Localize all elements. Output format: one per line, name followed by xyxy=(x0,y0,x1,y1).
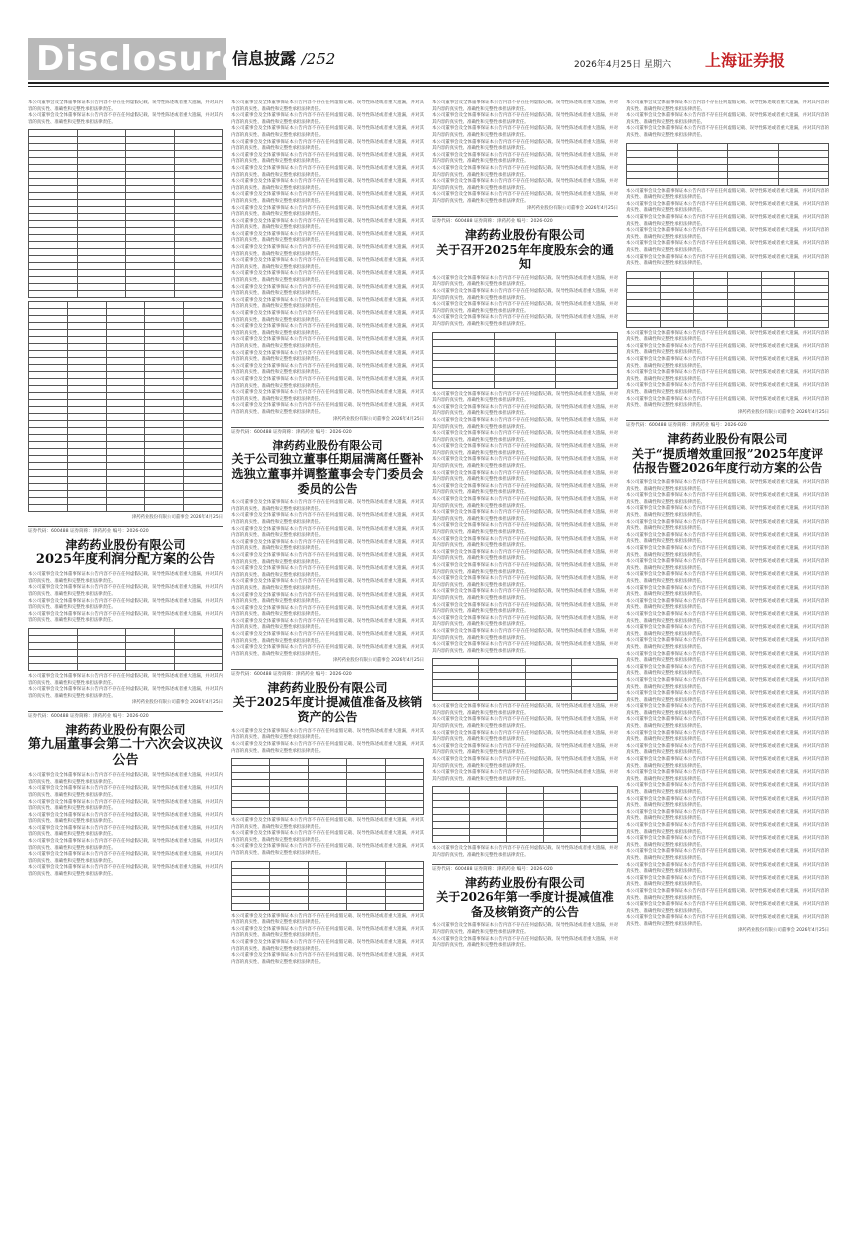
body-text: 本公司董事会及全体董事保证本公告内容不存在任何虚假记载、误导性陈述或者重大遗漏，并对其内容的真实性、准确性和完整性承担法律责任。 xyxy=(231,350,424,363)
body-text: 本公司董事会及全体董事保证本公告内容不存在任何虚假记载、误导性陈述或者重大遗漏，并对其内容的真实性、准确性和完整性承担法律责任。 xyxy=(432,457,618,470)
body-text: 本公司董事会及全体董事保证本公告内容不存在任何虚假记载、误导性陈述或者重大遗漏，并对其内容的真实性、准确性和完整性承担法律责任。 xyxy=(626,638,829,650)
body-text: 本公司董事会及全体董事保证本公告内容不存在任何虚假记载、误导性陈述或者重大遗漏，并对其内容的真实性、准确性和完整性承担法律责任。 xyxy=(231,231,424,244)
notice-title: 第九届董事会第二十六次会议决议公告 xyxy=(28,737,223,769)
signoff: 津药药业股份有限公司董事会 2026年4月25日 xyxy=(332,658,424,664)
data-table xyxy=(432,786,618,843)
body-text: 本公司董事会及全体董事保证本公告内容不存在任何虚假记载、误导性陈述或者重大遗漏，并对其内容的真实性、准确性和完整性承担法律责任。 xyxy=(626,915,829,927)
body-text: 本公司董事会及全体董事保证本公告内容不存在任何虚假记载、误导性陈述或者重大遗漏，并对其内容的真实性、准确性和完整性承担法律责任。 xyxy=(231,152,424,165)
body-text: 本公司董事会及全体董事保证本公告内容不存在任何虚假记载、误导性陈述或者重大遗漏，并对其内容的真实性、准确性和完整性承担法律责任。 xyxy=(231,245,424,257)
body-text: 本公司董事会及全体董事保证本公告内容不存在任何虚假记载、误导性陈述或者重大遗漏，并对其内容的真实性、准确性和完整性承担法律责任。 xyxy=(28,113,223,125)
data-table xyxy=(28,129,223,298)
body-text: 本公司董事会及全体董事保证本公告内容不存在任何虚假记载、误导性陈述或者重大遗漏，并对其内容的真实性、准确性和完整性承担法律责任。 xyxy=(626,664,829,677)
body-text: 本公司董事会及全体董事保证本公告内容不存在任何虚假记载、误导性陈述或者重大遗漏，并对其内容的真实性、准确性和完整性承担法律责任。 xyxy=(626,383,829,396)
body-text: 本公司董事会及全体董事保证本公告内容不存在任何虚假记载、误导性陈述或者重大遗漏，并对其内容的真实性、准确性和完整性承担法律责任。 xyxy=(432,275,618,288)
body-text: 本公司董事会及全体董事保证本公告内容不存在任何虚假记载、误导性陈述或者重大遗漏，并对其内容的真实性、准确性和完整性承担法律责任。 xyxy=(231,913,424,926)
body-text: 本公司董事会及全体董事保证本公告内容不存在任何虚假记载、误导性陈述或者重大遗漏，并对其内容的真实性、准确性和完整性承担法律责任。 xyxy=(28,598,223,611)
body-text: 本公司董事会及全体董事保证本公告内容不存在任何虚假记载、误导性陈述或者重大遗漏，并对其内容的真实性、准确性和完整性承担法律责任。 xyxy=(28,572,223,584)
notice-title: 关于召开2025年年度股东会的通知 xyxy=(436,242,614,272)
divider xyxy=(626,420,829,421)
notice-company: 津药药业股份有限公司 xyxy=(267,680,388,695)
body-text: 本公司董事会及全体董事保证本公告内容不存在任何虚假记载、误导性陈述或者重大遗漏，并对其内容的真实性、准确性和完整性承担法律责任。 xyxy=(432,431,618,443)
body-text: 本公司董事会及全体董事保证本公告内容不存在任何虚假记载、误导性陈述或者重大遗漏，并对其内容的真实性、准确性和完整性承担法律责任。 xyxy=(626,254,829,267)
body-text: 本公司董事会及全体董事保证本公告内容不存在任何虚假记载、误导性陈述或者重大遗漏，并对其内容的真实性、准确性和完整性承担法律责任。 xyxy=(626,691,829,703)
notice-title: 关于公司独立董事任期届满离任暨补选独立董事并调整董事会专门委员会委员的公告 xyxy=(231,452,424,496)
body-text: 本公司董事会及全体董事保证本公告内容不存在任何虚假记载、误导性陈述或者重大遗漏，并对其内容的真实性、准确性和完整性承担法律责任。 xyxy=(626,214,829,227)
body-text: 本公司董事会及全体董事保证本公告内容不存在任何虚假记载、误导性陈述或者重大遗漏，并对其内容的真实性、准确性和完整性承担法律责任。 xyxy=(231,552,424,565)
body-text: 本公司董事会及全体董事保证本公告内容不存在任何虚假记载、误导性陈述或者重大遗漏，并对其内容的真实性、准确性和完整性承担法律责任。 xyxy=(626,783,829,795)
body-text: 本公司董事会及全体董事保证本公告内容不存在任何虚假记载、误导性陈述或者重大遗漏，并对其内容的真实性、准确性和完整性承担法律责任。 xyxy=(231,337,424,349)
data-table xyxy=(28,628,223,671)
body-text: 本公司董事会及全体董事保证本公告内容不存在任何虚假记载、误导性陈述或者重大遗漏，并对其内容的真实性、准确性和完整性承担法律责任。 xyxy=(626,836,829,848)
body-text: 本公司董事会及全体董事保证本公告内容不存在任何虚假记载、误导性陈述或者重大遗漏，并对其内容的真实性、准确性和完整性承担法律责任。 xyxy=(432,470,618,483)
body-text: 本公司董事会及全体董事保证本公告内容不存在任何虚假记载、误导性陈述或者重大遗漏，并对其内容的真实性、准确性和完整性承担法律责任。 xyxy=(432,576,618,588)
body-text: 本公司董事会及全体董事保证本公告内容不存在任何虚假记载、误导性陈述或者重大遗漏，并对其内容的真实性、准确性和完整性承担法律责任。 xyxy=(28,839,223,851)
body-text: 本公司董事会及全体董事保证本公告内容不存在任何虚假记载、误导性陈述或者重大遗漏，并对其内容的真实性、准确性和完整性承担法律责任。 xyxy=(231,592,424,605)
body-text: 本公司董事会及全体董事保证本公告内容不存在任何虚假记载、误导性陈述或者重大遗漏，并对其内容的真实性、准确性和完整性承担法律责任。 xyxy=(626,809,829,822)
body-text: 本公司董事会及全体董事保证本公告内容不存在任何虚假记载、误导性陈述或者重大遗漏，并对其内容的真实性、准确性和完整性承担法律责任。 xyxy=(231,297,424,310)
body-text: 本公司董事会及全体董事保证本公告内容不存在任何虚假记载、误导性陈述或者重大遗漏，并对其内容的真实性、准确性和完整性承担法律责任。 xyxy=(231,284,424,297)
body-text: 本公司董事会及全体董事保证本公告内容不存在任何虚假记载、误导性陈述或者重大遗漏，并对其内容的真实性、准确性和完整性承担法律责任。 xyxy=(231,566,424,578)
body-text: 本公司董事会及全体董事保证本公告内容不存在任何虚假记载、误导性陈述或者重大遗漏，并对其内容的真实性、准确性和完整性承担法律责任。 xyxy=(626,875,829,888)
body-text: 本公司董事会及全体董事保证本公告内容不存在任何虚假记载、误导性陈述或者重大遗漏，并对其内容的真实性、准确性和完整性承担法律责任。 xyxy=(432,444,618,456)
body-text: 本公司董事会及全体董事保证本公告内容不存在任何虚假记载、误导性陈述或者重大遗漏，并对其内容的真实性、准确性和完整性承担法律责任。 xyxy=(432,523,618,535)
column-4 xyxy=(626,100,829,1240)
body-text: 本公司董事会及全体董事保证本公告内容不存在任何虚假记载、误导性陈述或者重大遗漏，并对其内容的真实性、准确性和完整性承担法律责任。 xyxy=(432,165,618,178)
body-text: 本公司董事会及全体董事保证本公告内容不存在任何虚假记载、误导性陈述或者重大遗漏，并对其内容的真实性、准确性和完整性承担法律责任。 xyxy=(28,687,223,699)
body-text: 本公司董事会及全体董事保证本公告内容不存在任何虚假记载、误导性陈述或者重大遗漏，并对其内容的真实性、准确性和完整性承担法律责任。 xyxy=(231,100,424,112)
body-text: 本公司董事会及全体董事保证本公告内容不存在任何虚假记载、误导性陈述或者重大遗漏，并对其内容的真实性、准确性和完整性承担法律责任。 xyxy=(28,812,223,825)
body-text: 本公司董事会及全体董事保证本公告内容不存在任何虚假记载、误导性陈述或者重大遗漏，并对其内容的真实性、准确性和完整性承担法律责任。 xyxy=(432,743,618,756)
body-text: 本公司董事会及全体董事保证本公告内容不存在任何虚假记载、误导性陈述或者重大遗漏，并对其内容的真实性、准确性和完整性承担法律责任。 xyxy=(626,902,829,914)
signoff: 津药药业股份有限公司董事会 2026年4月25日 xyxy=(131,515,223,521)
body-text: 本公司董事会及全体董事保证本公告内容不存在任何虚假记载、误导性陈述或者重大遗漏，并对其内容的真实性、准确性和完整性承担法律责任。 xyxy=(231,953,424,965)
notice-company: 津药药业股份有限公司 xyxy=(65,722,186,737)
body-text: 本公司董事会及全体董事保证本公告内容不存在任何虚假记载、误导性陈述或者重大遗漏，并对其内容的真实性、准确性和完整性承担法律责任。 xyxy=(432,757,618,769)
body-text: 本公司董事会及全体董事保证本公告内容不存在任何虚假记载、误导性陈述或者重大遗漏，并对其内容的真实性、准确性和完整性承担法律责任。 xyxy=(231,618,424,631)
body-text: 本公司董事会及全体董事保证本公告内容不存在任何虚假记载、误导性陈述或者重大遗漏，并对其内容的真实性、准确性和完整性承担法律责任。 xyxy=(626,598,829,611)
body-text: 本公司董事会及全体董事保证本公告内容不存在任何虚假记载、误导性陈述或者重大遗漏，并对其内容的真实性、准确性和完整性承担法律责任。 xyxy=(231,311,424,323)
brand-logo: Disclosure xyxy=(28,38,226,80)
data-table xyxy=(432,332,618,389)
body-text: 本公司董事会及全体董事保证本公告内容不存在任何虚假记载、误导性陈述或者重大遗漏，并对其内容的真实性、准确性和完整性承担法律责任。 xyxy=(231,926,424,939)
body-text: 本公司董事会及全体董事保证本公告内容不存在任何虚假记载、误导性陈述或者重大遗漏，并对其内容的真实性、准确性和完整性承担法律责任。 xyxy=(626,330,829,343)
body-text: 本公司董事会及全体董事保证本公告内容不存在任何虚假记载、误导性陈述或者重大遗漏，并对其内容的真实性、准确性和完整性承担法律责任。 xyxy=(28,799,223,812)
body-text: 本公司董事会及全体董事保证本公告内容不存在任何虚假记载、误导性陈述或者重大遗漏，并对其内容的真实性、准确性和完整性承担法律责任。 xyxy=(432,549,618,562)
body-text: 本公司董事会及全体董事保证本公告内容不存在任何虚假记载、误导性陈述或者重大遗漏，并对其内容的真实性、准确性和完整性承担法律责任。 xyxy=(432,417,618,430)
divider xyxy=(28,711,223,712)
body-text: 本公司董事会及全体董事保证本公告内容不存在任何虚假记载、误导性陈述或者重大遗漏，并对其内容的真实性、准确性和完整性承担法律责任。 xyxy=(231,139,424,152)
body-text: 本公司董事会及全体董事保证本公告内容不存在任何虚假记载、误导性陈述或者重大遗漏，并对其内容的真实性、准确性和完整性承担法律责任。 xyxy=(626,651,829,664)
body-text: 本公司董事会及全体董事保证本公告内容不存在任何虚假记载、误导性陈述或者重大遗漏，并对其内容的真实性、准确性和完整性承担法律责任。 xyxy=(626,201,829,214)
notice-company: 津药药业股份有限公司 xyxy=(464,227,585,242)
signoff: 津药药业股份有限公司董事会 2026年4月25日 xyxy=(737,928,829,934)
signoff: 津药药业股份有限公司董事会 2026年4月25日 xyxy=(332,416,424,422)
body-text: 本公司董事会及全体董事保证本公告内容不存在任何虚假记载、误导性陈述或者重大遗漏，并对其内容的真实性、准确性和完整性承担法律责任。 xyxy=(626,849,829,861)
page-number: /252 xyxy=(301,50,336,68)
body-text: 本公司董事会及全体董事保证本公告内容不存在任何虚假记载、误导性陈述或者重大遗漏，并对其内容的真实性、准确性和完整性承担法律责任。 xyxy=(626,546,829,558)
signoff: 津药药业股份有限公司董事会 2026年4月25日 xyxy=(737,409,829,415)
body-text: 本公司董事会及全体董事保证本公告内容不存在任何虚假记载、误导性陈述或者重大遗漏，并对其内容的真实性、准确性和完整性承担法律责任。 xyxy=(231,376,424,389)
column-1 xyxy=(28,100,223,1240)
body-text: 本公司董事会及全体董事保证本公告内容不存在任何虚假记载、误导性陈述或者重大遗漏，并对其内容的真实性、准确性和完整性承担法律责任。 xyxy=(28,852,223,864)
stock-code-line: 证券代码：600488 证券简称：津药药业 编号：2026-020 xyxy=(28,713,149,719)
body-text: 本公司董事会及全体董事保证本公告内容不存在任何虚假记载、误导性陈述或者重大遗漏，并对其内容的真实性、准确性和完整性承担法律责任。 xyxy=(626,757,829,769)
body-text: 本公司董事会及全体董事保证本公告内容不存在任何虚假记载、误导性陈述或者重大遗漏，并对其内容的真实性、准确性和完整性承担法律责任。 xyxy=(432,113,618,125)
section-title xyxy=(232,46,335,69)
body-text: 本公司董事会及全体董事保证本公告内容不存在任何虚假记载、误导性陈述或者重大遗漏，并对其内容的真实性、准确性和完整性承担法律责任。 xyxy=(432,936,618,949)
body-text: 本公司董事会及全体董事保证本公告内容不存在任何虚假记载、误导性陈述或者重大遗漏，并对其内容的真实性、准确性和完整性承担法律责任。 xyxy=(28,674,223,686)
body-text: 本公司董事会及全体董事保证本公告内容不存在任何虚假记载、误导性陈述或者重大遗漏，并对其内容的真实性、准确性和完整性承担法律责任。 xyxy=(231,218,424,231)
body-text: 本公司董事会及全体董事保证本公告内容不存在任何虚假记载、误导性陈述或者重大遗漏，并对其内容的真实性、准确性和完整性承担法律责任。 xyxy=(28,773,223,785)
body-text: 本公司董事会及全体董事保证本公告内容不存在任何虚假记载、误导性陈述或者重大遗漏，并对其内容的真实性、准确性和完整性承担法律责任。 xyxy=(231,258,424,270)
body-text: 本公司董事会及全体董事保证本公告内容不存在任何虚假记载、误导性陈述或者重大遗漏，并对其内容的真实性、准确性和完整性承担法律责任。 xyxy=(231,500,424,512)
section-name: 信息披露 xyxy=(232,49,297,68)
body-text: 本公司董事会及全体董事保证本公告内容不存在任何虚假记载、误导性陈述或者重大遗漏，并对其内容的真实性、准确性和完整性承担法律责任。 xyxy=(231,741,424,754)
divider xyxy=(432,216,618,217)
stock-code-line: 证券代码：600488 证券简称：津药药业 编号：2026-020 xyxy=(28,528,149,534)
notice-title: 关于“提质增效重回报”2025年度评估报告暨2026年度行动方案的公告 xyxy=(631,446,824,476)
body-text: 本公司董事会及全体董事保证本公告内容不存在任何虚假记载、误导性陈述或者重大遗漏，并对其内容的真实性、准确性和完整性承担法律责任。 xyxy=(626,717,829,730)
body-text: 本公司董事会及全体董事保证本公告内容不存在任何虚假记载、误导性陈述或者重大遗漏，并对其内容的真实性、准确性和完整性承担法律责任。 xyxy=(231,940,424,952)
body-text: 本公司董事会及全体董事保证本公告内容不存在任何虚假记载、误导性陈述或者重大遗漏，并对其内容的真实性、准确性和完整性承担法律责任。 xyxy=(231,165,424,178)
body-text: 本公司董事会及全体董事保证本公告内容不存在任何虚假记载、误导性陈述或者重大遗漏，并对其内容的真实性、准确性和完整性承担法律责任。 xyxy=(626,611,829,624)
body-text: 本公司董事会及全体董事保证本公告内容不存在任何虚假记载、误导性陈述或者重大遗漏，并对其内容的真实性、准确性和完整性承担法律责任。 xyxy=(432,126,618,138)
column-3 xyxy=(432,100,618,1240)
body-text: 本公司董事会及全体董事保证本公告内容不存在任何虚假记载、误导性陈述或者重大遗漏，并对其内容的真实性、准确性和完整性承担法律责任。 xyxy=(28,585,223,598)
header-rule-thin xyxy=(28,86,829,87)
body-text: 本公司董事会及全体董事保证本公告内容不存在任何虚假记载、误导性陈述或者重大遗漏，并对其内容的真实性、准确性和完整性承担法律责任。 xyxy=(626,241,829,253)
body-text: 本公司董事会及全体董事保证本公告内容不存在任何虚假记载、误导性陈述或者重大遗漏，并对其内容的真实性、准确性和完整性承担法律责任。 xyxy=(432,315,618,327)
body-text: 本公司董事会及全体董事保证本公告内容不存在任何虚假记载、误导性陈述或者重大遗漏，并对其内容的真实性、准确性和完整性承担法律责任。 xyxy=(231,632,424,644)
body-text: 本公司董事会及全体董事保证本公告内容不存在任何虚假记载、误导性陈述或者重大遗漏，并对其内容的真实性、准确性和完整性承担法律责任。 xyxy=(231,324,424,336)
body-text: 本公司董事会及全体董事保证本公告内容不存在任何虚假记载、误导性陈述或者重大遗漏，并对其内容的真实性、准确性和完整性承担法律责任。 xyxy=(432,717,618,730)
body-text: 本公司董事会及全体董事保证本公告内容不存在任何虚假记载、误导性陈述或者重大遗漏，并对其内容的真实性、准确性和完整性承担法律责任。 xyxy=(432,139,618,152)
body-text: 本公司董事会及全体董事保证本公告内容不存在任何虚假记载、误导性陈述或者重大遗漏，并对其内容的真实性、准确性和完整性承担法律责任。 xyxy=(231,390,424,402)
body-text: 本公司董事会及全体董事保证本公告内容不存在任何虚假记载、误导性陈述或者重大遗漏，并对其内容的真实性、准确性和完整性承担法律责任。 xyxy=(432,100,618,112)
body-text: 本公司董事会及全体董事保证本公告内容不存在任何虚假记载、误导性陈述或者重大遗漏，并对其内容的真实性、准确性和完整性承担法律责任。 xyxy=(432,288,618,301)
body-text: 本公司董事会及全体董事保证本公告内容不存在任何虚假记载、误导性陈述或者重大遗漏，并对其内容的真实性、准确性和完整性承担法律责任。 xyxy=(28,100,223,112)
body-text: 本公司董事会及全体董事保证本公告内容不存在任何虚假记载、误导性陈述或者重大遗漏，并对其内容的真实性、准确性和完整性承担法律责任。 xyxy=(626,228,829,240)
body-text: 本公司董事会及全体董事保证本公告内容不存在任何虚假记载、误导性陈述或者重大遗漏，并对其内容的真实性、准确性和完整性承担法律责任。 xyxy=(626,888,829,901)
body-text: 本公司董事会及全体董事保证本公告内容不存在任何虚假记载、误导性陈述或者重大遗漏，并对其内容的真实性、准确性和完整性承担法律责任。 xyxy=(231,818,424,830)
body-text: 本公司董事会及全体董事保证本公告内容不存在任何虚假记载、误导性陈述或者重大遗漏，并对其内容的真实性、准确性和完整性承担法律责任。 xyxy=(432,642,618,654)
body-text: 本公司董事会及全体董事保证本公告内容不存在任何虚假记载、误导性陈述或者重大遗漏，并对其内容的真实性、准确性和完整性承担法律责任。 xyxy=(626,370,829,382)
body-text: 本公司董事会及全体董事保证本公告内容不存在任何虚假记载、误导性陈述或者重大遗漏，并对其内容的真实性、准确性和完整性承担法律责任。 xyxy=(28,865,223,878)
body-text: 本公司董事会及全体董事保证本公告内容不存在任何虚假记载、误导性陈述或者重大遗漏，并对其内容的真实性、准确性和完整性承担法律责任。 xyxy=(626,796,829,809)
body-text: 本公司董事会及全体董事保证本公告内容不存在任何虚假记载、误导性陈述或者重大遗漏，并对其内容的真实性、准确性和完整性承担法律责任。 xyxy=(231,728,424,741)
body-text: 本公司董事会及全体董事保证本公告内容不存在任何虚假记载、误导性陈述或者重大遗漏，并对其内容的真实性、准确性和完整性承担法律责任。 xyxy=(626,704,829,716)
body-text: 本公司董事会及全体董事保证本公告内容不存在任何虚假记载、误导性陈述或者重大遗漏，并对其内容的真实性、准确性和完整性承担法律责任。 xyxy=(626,100,829,112)
stock-code-line: 证券代码：600488 证券简称：津药药业 编号：2026-020 xyxy=(432,866,553,872)
body-text: 本公司董事会及全体董事保证本公告内容不存在任何虚假记载、误导性陈述或者重大遗漏，并对其内容的真实性、准确性和完整性承担法律责任。 xyxy=(432,846,618,858)
body-text: 本公司董事会及全体董事保证本公告内容不存在任何虚假记载、误导性陈述或者重大遗漏，并对其内容的真实性、准确性和完整性承担法律责任。 xyxy=(626,357,829,369)
body-text: 本公司董事会及全体董事保证本公告内容不存在任何虚假记载、误导性陈述或者重大遗漏，并对其内容的真实性、准确性和完整性承担法律责任。 xyxy=(432,770,618,782)
body-text: 本公司董事会及全体董事保证本公告内容不存在任何虚假记载、误导性陈述或者重大遗漏，并对其内容的真实性、准确性和完整性承担法律责任。 xyxy=(432,302,618,314)
data-table xyxy=(432,658,618,701)
notice-company: 津药药业股份有限公司 xyxy=(667,432,788,447)
body-text: 本公司董事会及全体董事保证本公告内容不存在任何虚假记载、误导性陈述或者重大遗漏，并对其内容的真实性、准确性和完整性承担法律责任。 xyxy=(231,645,424,657)
body-text: 本公司董事会及全体董事保证本公告内容不存在任何虚假记载、误导性陈述或者重大遗漏，并对其内容的真实性、准确性和完整性承担法律责任。 xyxy=(432,536,618,549)
body-text: 本公司董事会及全体董事保证本公告内容不存在任何虚假记载、误导性陈述或者重大遗漏，并对其内容的真实性、准确性和完整性承担法律责任。 xyxy=(231,579,424,591)
data-table xyxy=(231,861,424,911)
data-table xyxy=(626,143,829,186)
stock-code-line: 证券代码：600488 证券简称：津药药业 编号：2026-020 xyxy=(231,671,352,677)
body-text: 本公司董事会及全体董事保证本公告内容不存在任何虚假记载、误导性陈述或者重大遗漏，并对其内容的真实性、准确性和完整性承担法律责任。 xyxy=(432,179,618,191)
header-rule xyxy=(28,82,829,84)
body-text: 本公司董事会及全体董事保证本公告内容不存在任何虚假记载、误导性陈述或者重大遗漏，并对其内容的真实性、准确性和完整性承担法律责任。 xyxy=(231,539,424,552)
body-text: 本公司董事会及全体董事保证本公告内容不存在任何虚假记载、误导性陈述或者重大遗漏，并对其内容的真实性、准确性和完整性承担法律责任。 xyxy=(626,188,829,201)
notice-company: 津药药业股份有限公司 xyxy=(464,875,585,890)
notice-title: 2025年度利润分配方案的公告 xyxy=(35,552,216,568)
body-text: 本公司董事会及全体董事保证本公告内容不存在任何虚假记载、误导性陈述或者重大遗漏，并对其内容的真实性、准确性和完整性承担法律责任。 xyxy=(231,526,424,539)
body-text: 本公司董事会及全体董事保证本公告内容不存在任何虚假记载、误导性陈述或者重大遗漏，并对其内容的真实性、准确性和完整性承担法律责任。 xyxy=(231,363,424,376)
body-text: 本公司董事会及全体董事保证本公告内容不存在任何虚假记载、误导性陈述或者重大遗漏，并对其内容的真实性、准确性和完整性承担法律责任。 xyxy=(626,730,829,743)
body-text: 本公司董事会及全体董事保证本公告内容不存在任何虚假记载、误导性陈述或者重大遗漏，并对其内容的真实性、准确性和完整性承担法律责任。 xyxy=(432,391,618,404)
body-text: 本公司董事会及全体董事保证本公告内容不存在任何虚假记载、误导性陈述或者重大遗漏，并对其内容的真实性、准确性和完整性承担法律责任。 xyxy=(626,343,829,356)
body-text: 本公司董事会及全体董事保证本公告内容不存在任何虚假记载、误导性陈述或者重大遗漏，并对其内容的真实性、准确性和完整性承担法律责任。 xyxy=(432,152,618,165)
body-text: 本公司董事会及全体董事保证本公告内容不存在任何虚假记载、误导性陈述或者重大遗漏，并对其内容的真实性、准确性和完整性承担法律责任。 xyxy=(432,615,618,628)
body-text: 本公司董事会及全体董事保证本公告内容不存在任何虚假记载、误导性陈述或者重大遗漏，并对其内容的真实性、准确性和完整性承担法律责任。 xyxy=(626,770,829,782)
body-text: 本公司董事会及全体董事保证本公告内容不存在任何虚假记载、误导性陈述或者重大遗漏，并对其内容的真实性、准确性和完整性承担法律责任。 xyxy=(231,403,424,415)
dateline: 2026年4月25日 星期六 xyxy=(574,60,671,70)
body-text: 本公司董事会及全体董事保证本公告内容不存在任何虚假记载、误导性陈述或者重大遗漏，并对其内容的真实性、准确性和完整性承担法律责任。 xyxy=(626,585,829,598)
signoff: 津药药业股份有限公司董事会 2026年4月25日 xyxy=(526,205,618,211)
notice-company: 津药药业股份有限公司 xyxy=(272,438,383,452)
notice-title: 关于2025年度计提减值准备及核销资产的公告 xyxy=(232,695,423,725)
body-text: 本公司董事会及全体董事保证本公告内容不存在任何虚假记载、误导性陈述或者重大遗漏，并对其内容的真实性、准确性和完整性承担法律责任。 xyxy=(28,786,223,798)
body-text: 本公司董事会及全体董事保证本公告内容不存在任何虚假记载、误导性陈述或者重大遗漏，并对其内容的真实性、准确性和完整性承担法律责任。 xyxy=(432,510,618,522)
body-text: 本公司董事会及全体董事保证本公告内容不存在任何虚假记载、误导性陈述或者重大遗漏，并对其内容的真实性、准确性和完整性承担法律责任。 xyxy=(231,844,424,857)
divider xyxy=(28,526,223,527)
body-text: 本公司董事会及全体董事保证本公告内容不存在任何虚假记载、误导性陈述或者重大遗漏，并对其内容的真实性、准确性和完整性承担法律责任。 xyxy=(626,126,829,138)
body-text: 本公司董事会及全体董事保证本公告内容不存在任何虚假记载、误导性陈述或者重大遗漏，并对其内容的真实性、准确性和完整性承担法律责任。 xyxy=(231,126,424,138)
body-text: 本公司董事会及全体董事保证本公告内容不存在任何虚假记载、误导性陈述或者重大遗漏，并对其内容的真实性、准确性和完整性承担法律责任。 xyxy=(432,704,618,716)
body-text: 本公司董事会及全体董事保证本公告内容不存在任何虚假记载、误导性陈述或者重大遗漏，并对其内容的真实性、准确性和完整性承担法律责任。 xyxy=(231,605,424,618)
body-text: 本公司董事会及全体董事保证本公告内容不存在任何虚假记载、误导性陈述或者重大遗漏，并对其内容的真实性、准确性和完整性承担法律责任。 xyxy=(231,113,424,125)
body-text: 本公司董事会及全体董事保证本公告内容不存在任何虚假记载、误导性陈述或者重大遗漏，并对其内容的真实性、准确性和完整性承担法律责任。 xyxy=(432,562,618,575)
body-text: 本公司董事会及全体董事保证本公告内容不存在任何虚假记载、误导性陈述或者重大遗漏，并对其内容的真实性、准确性和完整性承担法律责任。 xyxy=(231,192,424,204)
body-text: 本公司董事会及全体董事保证本公告内容不存在任何虚假记载、误导性陈述或者重大遗漏，并对其内容的真实性、准确性和完整性承担法律责任。 xyxy=(626,532,829,545)
body-text: 本公司董事会及全体董事保证本公告内容不存在任何虚假记载、误导性陈述或者重大遗漏，并对其内容的真实性、准确性和完整性承担法律责任。 xyxy=(432,497,618,509)
signoff: 津药药业股份有限公司董事会 2026年4月25日 xyxy=(131,700,223,706)
stock-code-line: 证券代码：600488 证券简称：津药药业 编号：2026-020 xyxy=(432,218,553,224)
body-text: 本公司董事会及全体董事保证本公告内容不存在任何虚假记载、误导性陈述或者重大遗漏，并对其内容的真实性、准确性和完整性承担法律责任。 xyxy=(231,271,424,284)
body-text: 本公司董事会及全体董事保证本公告内容不存在任何虚假记载、误导性陈述或者重大遗漏，并对其内容的真实性、准确性和完整性承担法律责任。 xyxy=(626,480,829,492)
body-text: 本公司董事会及全体董事保证本公告内容不存在任何虚假记载、误导性陈述或者重大遗漏，并对其内容的真实性、准确性和完整性承担法律责任。 xyxy=(626,572,829,584)
body-text: 本公司董事会及全体董事保证本公告内容不存在任何虚假记载、误导性陈述或者重大遗漏，并对其内容的真实性、准确性和完整性承担法律责任。 xyxy=(626,677,829,690)
body-text: 本公司董事会及全体董事保证本公告内容不存在任何虚假记载、误导性陈述或者重大遗漏，并对其内容的真实性、准确性和完整性承担法律责任。 xyxy=(231,205,424,218)
body-text: 本公司董事会及全体董事保证本公告内容不存在任何虚假记载、误导性陈述或者重大遗漏，并对其内容的真实性、准确性和完整性承担法律责任。 xyxy=(231,179,424,191)
body-text: 本公司董事会及全体董事保证本公告内容不存在任何虚假记载、误导性陈述或者重大遗漏，并对其内容的真实性、准确性和完整性承担法律责任。 xyxy=(626,625,829,637)
stock-code-line: 证券代码：600488 证券简称：津药药业 编号：2026-020 xyxy=(626,423,747,429)
body-text: 本公司董事会及全体董事保证本公告内容不存在任何虚假记载、误导性陈述或者重大遗漏，并对其内容的真实性、准确性和完整性承担法律责任。 xyxy=(28,611,223,624)
stock-code-line: 证券代码：600488 证券简称：津药药业 编号：2026-020 xyxy=(231,429,352,435)
body-text: 本公司董事会及全体董事保证本公告内容不存在任何虚假记载、误导性陈述或者重大遗漏，并对其内容的真实性、准确性和完整性承担法律责任。 xyxy=(626,506,829,519)
body-text: 本公司董事会及全体董事保证本公告内容不存在任何虚假记载、误导性陈述或者重大遗漏，并对其内容的真实性、准确性和完整性承担法律责任。 xyxy=(231,831,424,843)
body-text: 本公司董事会及全体董事保证本公告内容不存在任何虚假记载、误导性陈述或者重大遗漏，并对其内容的真实性、准确性和完整性承担法律责任。 xyxy=(231,513,424,525)
body-text: 本公司董事会及全体董事保证本公告内容不存在任何虚假记载、误导性陈述或者重大遗漏，并对其内容的真实性、准确性和完整性承担法律责任。 xyxy=(626,559,829,571)
body-text: 本公司董事会及全体董事保证本公告内容不存在任何虚假记载、误导性陈述或者重大遗漏，并对其内容的真实性、准确性和完整性承担法律责任。 xyxy=(432,483,618,496)
body-text: 本公司董事会及全体董事保证本公告内容不存在任何虚假记载、误导性陈述或者重大遗漏，并对其内容的真实性、准确性和完整性承担法律责任。 xyxy=(432,923,618,936)
body-text: 本公司董事会及全体董事保证本公告内容不存在任何虚假记载、误导性陈述或者重大遗漏，并对其内容的真实性、准确性和完整性承担法律责任。 xyxy=(626,519,829,532)
data-table xyxy=(28,301,223,512)
column-2 xyxy=(231,100,424,1240)
divider xyxy=(231,427,424,428)
body-text: 本公司董事会及全体董事保证本公告内容不存在任何虚假记载、误导性陈述或者重大遗漏，并对其内容的真实性、准确性和完整性承担法律责任。 xyxy=(626,396,829,409)
body-text: 本公司董事会及全体董事保证本公告内容不存在任何虚假记载、误导性陈述或者重大遗漏，并对其内容的真实性、准确性和完整性承担法律责任。 xyxy=(626,493,829,505)
body-text: 本公司董事会及全体董事保证本公告内容不存在任何虚假记载、误导性陈述或者重大遗漏，并对其内容的真实性、准确性和完整性承担法律责任。 xyxy=(626,113,829,125)
body-text: 本公司董事会及全体董事保证本公告内容不存在任何虚假记载、误导性陈述或者重大遗漏，并对其内容的真实性、准确性和完整性承担法律责任。 xyxy=(626,822,829,835)
newspaper-title: 上海证券报 xyxy=(705,51,786,70)
divider xyxy=(432,864,618,865)
data-table xyxy=(626,271,829,328)
body-text: 本公司董事会及全体董事保证本公告内容不存在任何虚假记载、误导性陈述或者重大遗漏，并对其内容的真实性、准确性和完整性承担法律责任。 xyxy=(432,192,618,204)
body-text: 本公司董事会及全体董事保证本公告内容不存在任何虚假记载、误导性陈述或者重大遗漏，并对其内容的真实性、准确性和完整性承担法律责任。 xyxy=(432,628,618,641)
body-text: 本公司董事会及全体董事保证本公告内容不存在任何虚假记载、误导性陈述或者重大遗漏，并对其内容的真实性、准确性和完整性承担法律责任。 xyxy=(626,743,829,756)
body-text: 本公司董事会及全体董事保证本公告内容不存在任何虚假记载、误导性陈述或者重大遗漏，并对其内容的真实性、准确性和完整性承担法律责任。 xyxy=(432,730,618,743)
data-table xyxy=(231,758,424,815)
body-text: 本公司董事会及全体董事保证本公告内容不存在任何虚假记载、误导性陈述或者重大遗漏，并对其内容的真实性、准确性和完整性承担法律责任。 xyxy=(432,602,618,615)
body-text: 本公司董事会及全体董事保证本公告内容不存在任何虚假记载、误导性陈述或者重大遗漏，并对其内容的真实性、准确性和完整性承担法律责任。 xyxy=(432,404,618,417)
body-text: 本公司董事会及全体董事保证本公告内容不存在任何虚假记载、误导性陈述或者重大遗漏，并对其内容的真实性、准确性和完整性承担法律责任。 xyxy=(28,825,223,838)
body-text: 本公司董事会及全体董事保证本公告内容不存在任何虚假记载、误导性陈述或者重大遗漏，并对其内容的真实性、准确性和完整性承担法律责任。 xyxy=(432,589,618,601)
divider xyxy=(231,669,424,670)
notice-title: 关于2026年第一季度计提减值准备及核销资产的公告 xyxy=(436,890,614,919)
notice-company: 津药药业股份有限公司 xyxy=(65,537,186,552)
body-text: 本公司董事会及全体董事保证本公告内容不存在任何虚假记载、误导性陈述或者重大遗漏，并对其内容的真实性、准确性和完整性承担法律责任。 xyxy=(626,862,829,875)
